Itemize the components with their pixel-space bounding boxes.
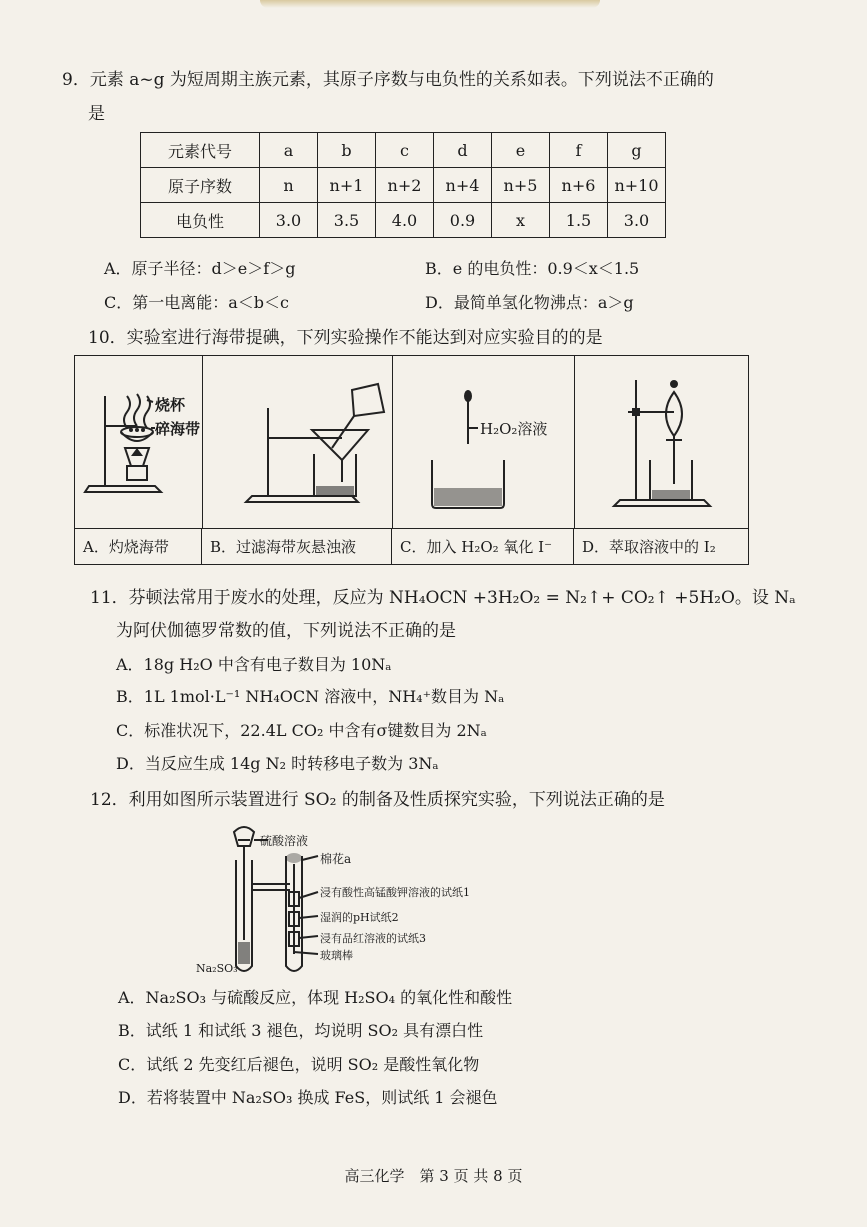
q11-option-d: D．当反应生成 14g N₂ 时转移电子数为 3Nₐ (116, 754, 439, 773)
paper2-label: 湿润的pH试纸2 (320, 911, 399, 924)
table-cell: n+10 (608, 168, 666, 203)
q12-option-b: B．试纸 1 和试纸 3 褪色，均说明 SO₂ 具有漂白性 (118, 1021, 484, 1040)
q11-option-b: B．1L 1mol·L⁻¹ NH₄OCN 溶液中，NH₄⁺数目为 Nₐ (116, 687, 505, 706)
rod-label: 玻璃棒 (320, 949, 353, 962)
table-cell: n+2 (376, 168, 434, 203)
q12-option-a: A．Na₂SO₃ 与硫酸反应，体现 H₂SO₄ 的氧化性和酸性 (118, 988, 513, 1007)
q9-option-c: C．第一电离能：a＜b＜c (104, 293, 289, 312)
table-cell: f (550, 133, 608, 168)
q12-apparatus (190, 820, 490, 980)
q9-stem-line2: 是 (88, 104, 105, 124)
table-cell: 3.0 (608, 203, 666, 238)
burning-apparatus-illustration (75, 356, 202, 528)
table-cell: 元素代号 (141, 133, 260, 168)
table-cell: 3.5 (318, 203, 376, 238)
table-cell: 1.5 (550, 203, 608, 238)
table-cell: n+5 (492, 168, 550, 203)
q9-stem-line1: 9．元素 a~g 为短周期主族元素，其原子序数与电负性的关系如表。下列说法不正确的 (62, 70, 714, 90)
q12-stem: 12．利用如图所示装置进行 SO₂ 的制备及性质探究实验，下列说法正确的是 (90, 790, 665, 810)
q10-stem: 10．实验室进行海带提碘，下列实验操作不能达到对应实验目的的是 (88, 328, 603, 348)
table-cell: n+6 (550, 168, 608, 203)
apparatus-d-cell (574, 356, 748, 528)
q10-caption-c: C．加入 H₂O₂ 氧化 I⁻ (392, 528, 574, 564)
table-cell: 3.0 (260, 203, 318, 238)
q11-stem-line1: 11．芬顿法常用于废水的处理，反应为 NH₄OCN +3H₂O₂ = N₂↑+ CO₂↑ +5H₂O。设 Nₐ (90, 588, 796, 608)
table-row (141, 203, 666, 238)
beaker-label: 烧杯 (155, 396, 186, 414)
table-cell: n (260, 168, 318, 203)
table-cell: 原子序数 (141, 168, 260, 203)
table-cell: d (434, 133, 492, 168)
table-cell: g (608, 133, 666, 168)
separatory-funnel-illustration (574, 356, 748, 528)
acid-label: 硫酸溶液 (260, 834, 309, 848)
top-stain (260, 0, 600, 8)
table-cell: b (318, 133, 376, 168)
table-cell: e (492, 133, 550, 168)
table-cell: 0.9 (434, 203, 492, 238)
table-cell: 电负性 (141, 203, 260, 238)
q10-caption-a: A．灼烧海带 (75, 528, 202, 564)
q9-option-d: D．最简单氢化物沸点：a＞g (425, 293, 634, 312)
q10-caption-b: B．过滤海带灰悬浊液 (202, 528, 392, 564)
q12-option-d: D．若将装置中 Na₂SO₃ 换成 FeS，则试纸 1 会褪色 (118, 1088, 498, 1107)
q10-caption-d: D．萃取溶液中的 I₂ (574, 528, 748, 564)
table-cell: n+4 (434, 168, 492, 203)
q11-stem-line2: 为阿伏伽德罗常数的值，下列说法不正确的是 (116, 621, 456, 641)
na2so3-label: Na₂SO₃ (196, 962, 238, 975)
page-footer: 高三化学 第 3 页 共 8 页 (344, 1167, 523, 1185)
table-row (141, 168, 666, 203)
cotton-label: 棉花a (320, 852, 352, 866)
q11-option-c: C．标准状况下，22.4L CO₂ 中含有σ键数目为 2Nₐ (116, 721, 487, 740)
q9-option-b: B．e 的电负性：0.9＜x＜1.5 (425, 259, 640, 278)
kelp-label: 碎海带 (155, 420, 201, 438)
h2o2-label: H₂O₂溶液 (480, 420, 548, 438)
q9-element-table (140, 132, 666, 238)
q9-option-a: A．原子半径：d＞e＞f＞g (104, 259, 296, 278)
q10-apparatus-table (74, 355, 749, 565)
paper1-label: 浸有酸性高锰酸钾溶液的试纸1 (320, 886, 470, 899)
table-cell: a (260, 133, 318, 168)
dropper-beaker-illustration (392, 356, 574, 528)
table-cell: c (376, 133, 434, 168)
table-cell: 4.0 (376, 203, 434, 238)
filtration-illustration (202, 356, 392, 528)
table-cell: x (492, 203, 550, 238)
apparatus-b-cell (202, 356, 393, 528)
q11-option-a: A．18g H₂O 中含有电子数目为 10Nₐ (116, 655, 392, 674)
q12-option-c: C．试纸 2 先变红后褪色，说明 SO₂ 是酸性氧化物 (118, 1055, 480, 1074)
table-header-row (141, 133, 666, 168)
apparatus-a-cell (75, 356, 203, 528)
table-cell: n+1 (318, 168, 376, 203)
paper3-label: 浸有品红溶液的试纸3 (320, 932, 426, 945)
apparatus-c-cell (392, 356, 575, 528)
